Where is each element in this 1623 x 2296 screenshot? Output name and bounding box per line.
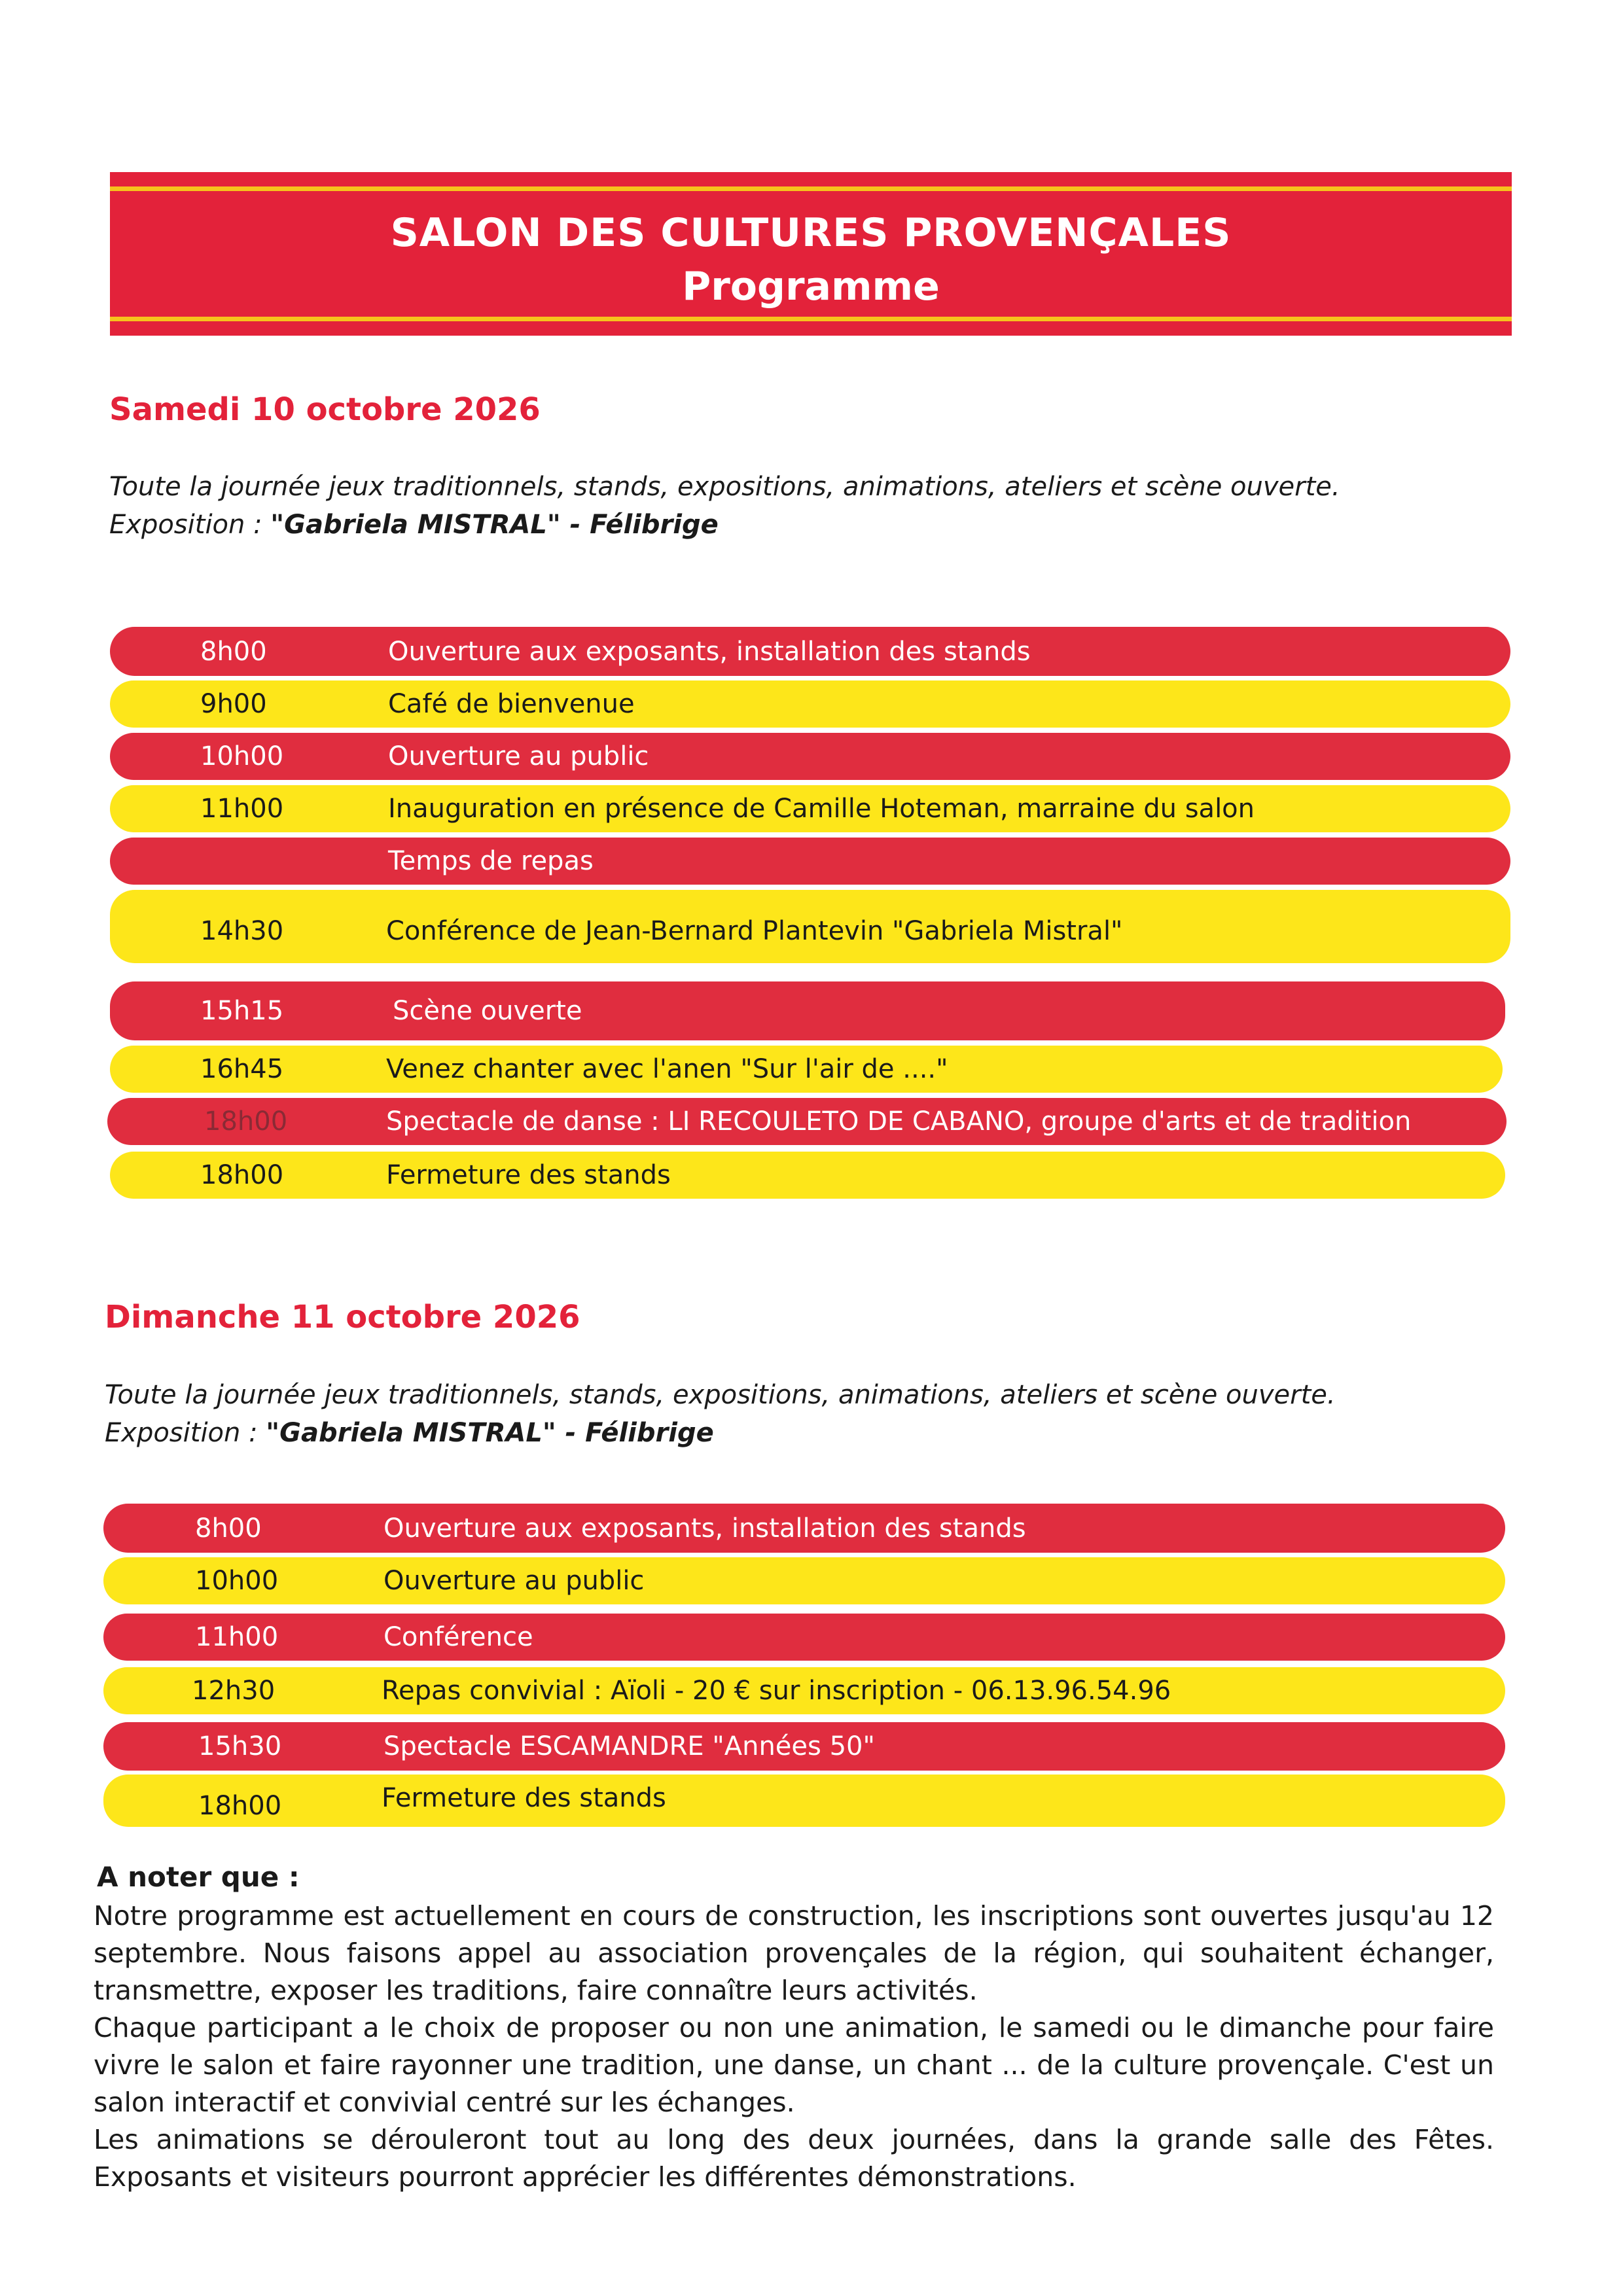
page-subtitle: Programme (682, 264, 940, 309)
schedule-label: Ouverture au public (388, 741, 649, 771)
schedule-time: 15h30 (198, 1731, 282, 1761)
schedule-row (110, 981, 1505, 1040)
saturday-exposition-title: "Gabriela MISTRAL" - Félibrige (270, 510, 719, 540)
schedule-label: Scène ouverte (393, 996, 582, 1026)
saturday-intro (109, 468, 1340, 544)
schedule-row (110, 838, 1510, 885)
schedule-time: 10h00 (195, 1566, 279, 1596)
notes-paragraph: Chaque participant a le choix de proposer ou non une animation, le samedi ou le dimanche pour faire vivre le salon et faire rayonner une tradition, une danse, un chant ... de la culture provençale. C'est un salon interactif et convivial centré sur les échanges. (94, 2012, 1494, 2118)
schedule-time: 14h30 (200, 916, 284, 946)
schedule-label: Spectacle ESCAMANDRE "Années 50" (383, 1731, 875, 1761)
schedule-time: 15h15 (200, 996, 284, 1026)
schedule-row (110, 627, 1510, 676)
sunday-exposition (105, 1414, 1336, 1452)
schedule-label: Fermeture des stands (382, 1783, 666, 1813)
schedule-row (110, 1152, 1505, 1199)
schedule-row (103, 1722, 1505, 1771)
schedule-row (103, 1667, 1505, 1714)
saturday-exposition-prefix: Exposition : (109, 510, 271, 540)
sunday-title: Dimanche 11 octobre 2026 (105, 1299, 580, 1335)
sunday-intro-line: Toute la journée jeux traditionnels, stands, expositions, animations, ateliers et scène ouverte. (105, 1380, 1336, 1410)
notes-title: A noter que : (97, 1861, 300, 1893)
sunday-intro (105, 1376, 1336, 1452)
schedule-time: 10h00 (200, 741, 284, 771)
schedule-row (103, 1557, 1505, 1604)
schedule-row (107, 1098, 1507, 1145)
banner-stripe-top (110, 186, 1512, 191)
schedule-row (103, 1614, 1505, 1661)
schedule-time: 16h45 (200, 1054, 284, 1084)
schedule-row (110, 733, 1510, 780)
schedule-label: Repas convivial : Aïoli - 20 € sur inscription - 06.13.96.54.96 (382, 1676, 1171, 1706)
schedule-label: Fermeture des stands (386, 1160, 671, 1190)
notes-paragraph: Les animations se dérouleront tout au long des deux journées, dans la grande salle des Fêtes. Exposants et visiteurs pourront apprécier les différentes démonstrations. (94, 2124, 1494, 2193)
schedule-time: 8h00 (200, 636, 267, 667)
schedule-time: 8h00 (195, 1513, 262, 1544)
schedule-label: Spectacle de danse : LI RECOULETO DE CABANO, groupe d'arts et de tradition (386, 1106, 1412, 1137)
header-banner (110, 172, 1512, 336)
schedule-label: Ouverture aux exposants, installation des stands (383, 1513, 1026, 1544)
schedule-time: 9h00 (200, 689, 267, 719)
schedule-time: 18h00 (200, 1160, 284, 1190)
sunday-exposition-prefix: Exposition : (105, 1418, 266, 1448)
schedule-time: 18h00 (204, 1106, 288, 1137)
notes-paragraph: Notre programme est actuellement en cours de construction, les inscriptions sont ouvertes jusqu'au 12 septembre. Nous faisons appel au association provençales de la région, qui souhaitent échanger, transmettre, exposer les traditions, faire connaître leurs activités. (94, 1900, 1494, 2006)
schedule-time: 18h00 (198, 1791, 282, 1821)
schedule-time: 12h30 (192, 1676, 276, 1706)
notes-body (94, 1898, 1494, 2196)
schedule-row (103, 1775, 1505, 1827)
schedule-row (110, 680, 1510, 728)
schedule-label: Conférence de Jean-Bernard Plantevin "Gabriela Mistral" (386, 916, 1123, 946)
schedule-label: Ouverture aux exposants, installation des stands (388, 636, 1031, 667)
schedule-label: Inauguration en présence de Camille Hoteman, marraine du salon (388, 794, 1255, 824)
schedule-label: Temps de repas (388, 846, 594, 876)
schedule-label: Venez chanter avec l'anen "Sur l'air de ...." (386, 1054, 948, 1084)
sunday-exposition-title: "Gabriela MISTRAL" - Félibrige (266, 1418, 714, 1448)
schedule-row (110, 1046, 1503, 1093)
banner-stripe-bottom (110, 317, 1512, 321)
page-title: SALON DES CULTURES PROVENÇALES (390, 210, 1232, 256)
saturday-exposition (109, 506, 1340, 544)
schedule-row (110, 785, 1510, 832)
schedule-label: Ouverture au public (383, 1566, 645, 1596)
saturday-title: Samedi 10 octobre 2026 (109, 391, 541, 428)
saturday-intro-line: Toute la journée jeux traditionnels, stands, expositions, animations, ateliers et scène ouverte. (109, 472, 1340, 502)
schedule-label: Café de bienvenue (388, 689, 635, 719)
schedule-row (103, 1504, 1505, 1553)
schedule-time: 11h00 (200, 794, 284, 824)
schedule-row (110, 890, 1510, 963)
schedule-time: 11h00 (195, 1622, 279, 1652)
schedule-label: Conférence (383, 1622, 533, 1652)
